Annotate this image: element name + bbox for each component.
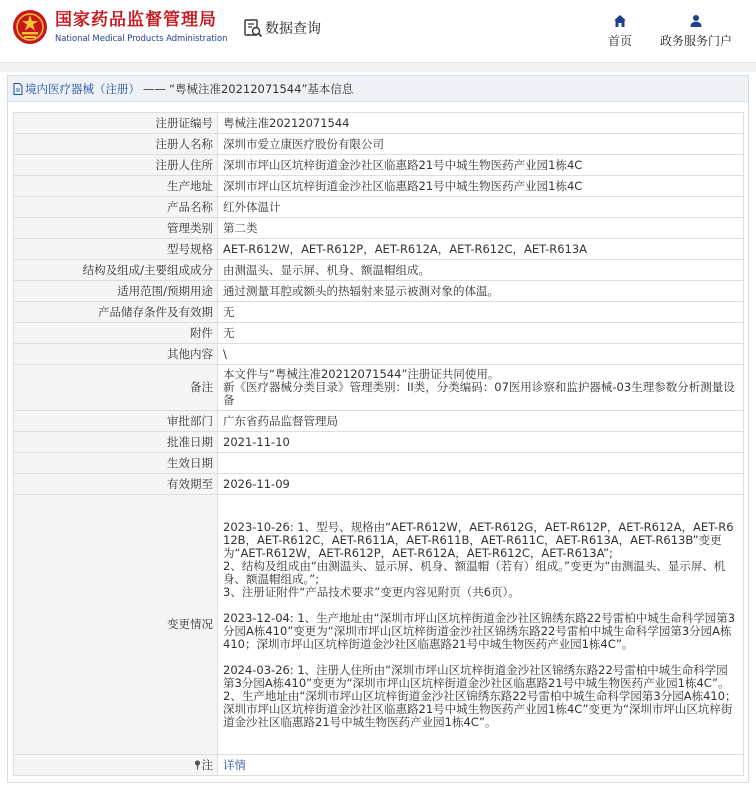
table-row bbox=[14, 302, 744, 323]
table-row bbox=[14, 495, 744, 755]
table-row bbox=[14, 176, 744, 197]
row-label-other: 其他内容 bbox=[14, 344, 218, 365]
row-label-note bbox=[14, 755, 218, 776]
nav-gov-label: 政务服务门户 bbox=[659, 34, 732, 48]
row-label-reg-no: 注册证编号 bbox=[14, 113, 218, 134]
home-icon bbox=[613, 14, 627, 28]
header-divider bbox=[0, 62, 756, 72]
breadcrumb-current: “粤械注准20212071544”基本信息 bbox=[169, 81, 354, 96]
table-row bbox=[14, 260, 744, 281]
row-label-expiry-date: 有效期至 bbox=[14, 474, 218, 495]
row-label-category: 管理类别 bbox=[14, 218, 218, 239]
table-row bbox=[14, 344, 744, 365]
table-row bbox=[14, 755, 744, 776]
row-value-product-name: 红外体温计 bbox=[218, 197, 744, 218]
table-row bbox=[14, 432, 744, 453]
detail-panel bbox=[7, 75, 749, 783]
user-icon bbox=[689, 14, 703, 28]
row-value-attachment: 无 bbox=[218, 323, 744, 344]
nav-home-label: 首页 bbox=[607, 34, 632, 48]
row-value-composition: 由测温头、显示屏、机身、额温帽组成。 bbox=[218, 260, 744, 281]
logo-chinese-name: 国家药品监督管理局 bbox=[55, 10, 217, 30]
nav-home[interactable] bbox=[605, 14, 635, 49]
row-value-intended-use: 通过测量耳腔或额头的热辐射来显示被测对象的体温。 bbox=[218, 281, 744, 302]
row-label-intended-use: 适用范围/预期用途 bbox=[14, 281, 218, 302]
row-label-changes: 变更情况 bbox=[14, 495, 218, 755]
pin-icon bbox=[194, 760, 201, 770]
breadcrumb-section-link[interactable]: 境内医疗器械（注册） bbox=[25, 81, 140, 96]
site-logo[interactable] bbox=[12, 9, 227, 45]
logo-english-name: National Medical Products Administration bbox=[55, 33, 228, 43]
table-row bbox=[14, 155, 744, 176]
database-search-icon bbox=[243, 18, 263, 38]
nav-gov-service-portal[interactable] bbox=[656, 14, 736, 49]
breadcrumb-separator: —— bbox=[143, 81, 166, 96]
table-row bbox=[14, 134, 744, 155]
document-icon bbox=[13, 83, 23, 95]
row-value-models: AET-R612W，AET-R612P，AET-R612A，AET-R612C，AET-R613A bbox=[218, 239, 744, 260]
table-row bbox=[14, 197, 744, 218]
table-row bbox=[14, 474, 744, 495]
table-row bbox=[14, 365, 744, 411]
row-label-production-address: 生产地址 bbox=[14, 176, 218, 197]
detail-table bbox=[13, 112, 744, 776]
row-label-attachment: 附件 bbox=[14, 323, 218, 344]
row-label-registrant: 注册人名称 bbox=[14, 134, 218, 155]
table-row bbox=[14, 218, 744, 239]
row-value-storage: 无 bbox=[218, 302, 744, 323]
row-label-remarks: 备注 bbox=[14, 365, 218, 411]
row-label-product-name: 产品名称 bbox=[14, 197, 218, 218]
table-row bbox=[14, 411, 744, 432]
row-value-changes: 2023-10-26: 1、型号、规格由“AET-R612W，AET-R612G，AET-R612P，AET-R612A，AET-R612B，AET-R612C，AET-R611A，AET-R611B，AET-R611C，AET-R613A，AET-R613B”变更为“AET-R612W，AET-R612P，AET-R612A，AET-R612C，AET-R613A”; 2、结构及组成由“由测温头、显示屏、机身、额温帽（若有）组成。”变更为“由测温头、显示屏、机身、额温帽组成。”; 3、注册证附件“产品技术要求”变更内容见附页（共6页）。 2023-12-04: 1、生产地址由“深圳市坪山区坑梓街道金沙社区锦绣东路22号雷柏中城生命科学园第3分园A栋410”变更为“深圳市坪山区坑梓街道金沙社区锦绣东路22号雷柏中城生命科学园第3分园A栋410；深圳市坪山区坑梓街道金沙社区临惠路21号中城生物医药产业园1栋4C”。 2024-03-26: 1、注册人住所由“深圳市坪山区坑梓街道金沙社区锦绣东路22号雷柏中城生命科学园第3分园A栋410”变更为“深圳市坪山区坑梓街道金沙社区临惠路21号中城生物医药产业园1栋4C”。 2、生产地址由“深圳市坪山区坑梓街道金沙社区锦绣东路22号雷柏中城生命科学园第3分园A栋410；深圳市坪山区坑梓街道金沙社区临惠路21号中城生物医药产业园1栋4C”变更为“深圳市坪山区坑梓街道金沙社区临惠路21号中城生物医药产业园1栋4C”。 bbox=[218, 495, 744, 755]
row-value-other: \ bbox=[218, 344, 744, 365]
note-label-text: 注 bbox=[201, 757, 213, 772]
national-emblem-icon bbox=[12, 9, 48, 45]
row-value-effective-date bbox=[218, 453, 744, 474]
details-link[interactable]: 详情 bbox=[223, 757, 246, 772]
row-label-composition: 结构及组成/主要组成成分 bbox=[14, 260, 218, 281]
breadcrumb bbox=[8, 76, 748, 102]
row-label-storage: 产品储存条件及有效期 bbox=[14, 302, 218, 323]
data-query-label: 数据查询 bbox=[265, 21, 321, 37]
data-query-link[interactable] bbox=[243, 18, 321, 38]
row-value-note bbox=[218, 755, 744, 776]
row-label-registrant-address: 注册人住所 bbox=[14, 155, 218, 176]
row-label-effective-date: 生效日期 bbox=[14, 453, 218, 474]
table-row bbox=[14, 453, 744, 474]
row-label-models: 型号规格 bbox=[14, 239, 218, 260]
row-value-reg-no: 粤械注准20212071544 bbox=[218, 113, 744, 134]
row-label-approval-dept: 审批部门 bbox=[14, 411, 218, 432]
row-value-remarks: 本文件与“粤械注准20212071544”注册证共同使用。 新《医疗器械分类目录》管理类别：II类，分类编码：07医用诊察和监护器械-03生理参数分析测量设备 bbox=[218, 365, 744, 411]
row-value-production-address: 深圳市坪山区坑梓街道金沙社区临惠路21号中城生物医药产业园1栋4C bbox=[218, 176, 744, 197]
table-row bbox=[14, 323, 744, 344]
table-row bbox=[14, 281, 744, 302]
row-value-registrant-address: 深圳市坪山区坑梓街道金沙社区临惠路21号中城生物医药产业园1栋4C bbox=[218, 155, 744, 176]
site-header bbox=[0, 0, 756, 62]
table-row bbox=[14, 239, 744, 260]
row-value-expiry-date: 2026-11-09 bbox=[218, 474, 744, 495]
row-value-approval-date: 2021-11-10 bbox=[218, 432, 744, 453]
row-value-registrant: 深圳市爱立康医疗股份有限公司 bbox=[218, 134, 744, 155]
table-row bbox=[14, 113, 744, 134]
row-label-approval-date: 批准日期 bbox=[14, 432, 218, 453]
row-value-approval-dept: 广东省药品监督管理局 bbox=[218, 411, 744, 432]
row-value-category: 第二类 bbox=[218, 218, 744, 239]
